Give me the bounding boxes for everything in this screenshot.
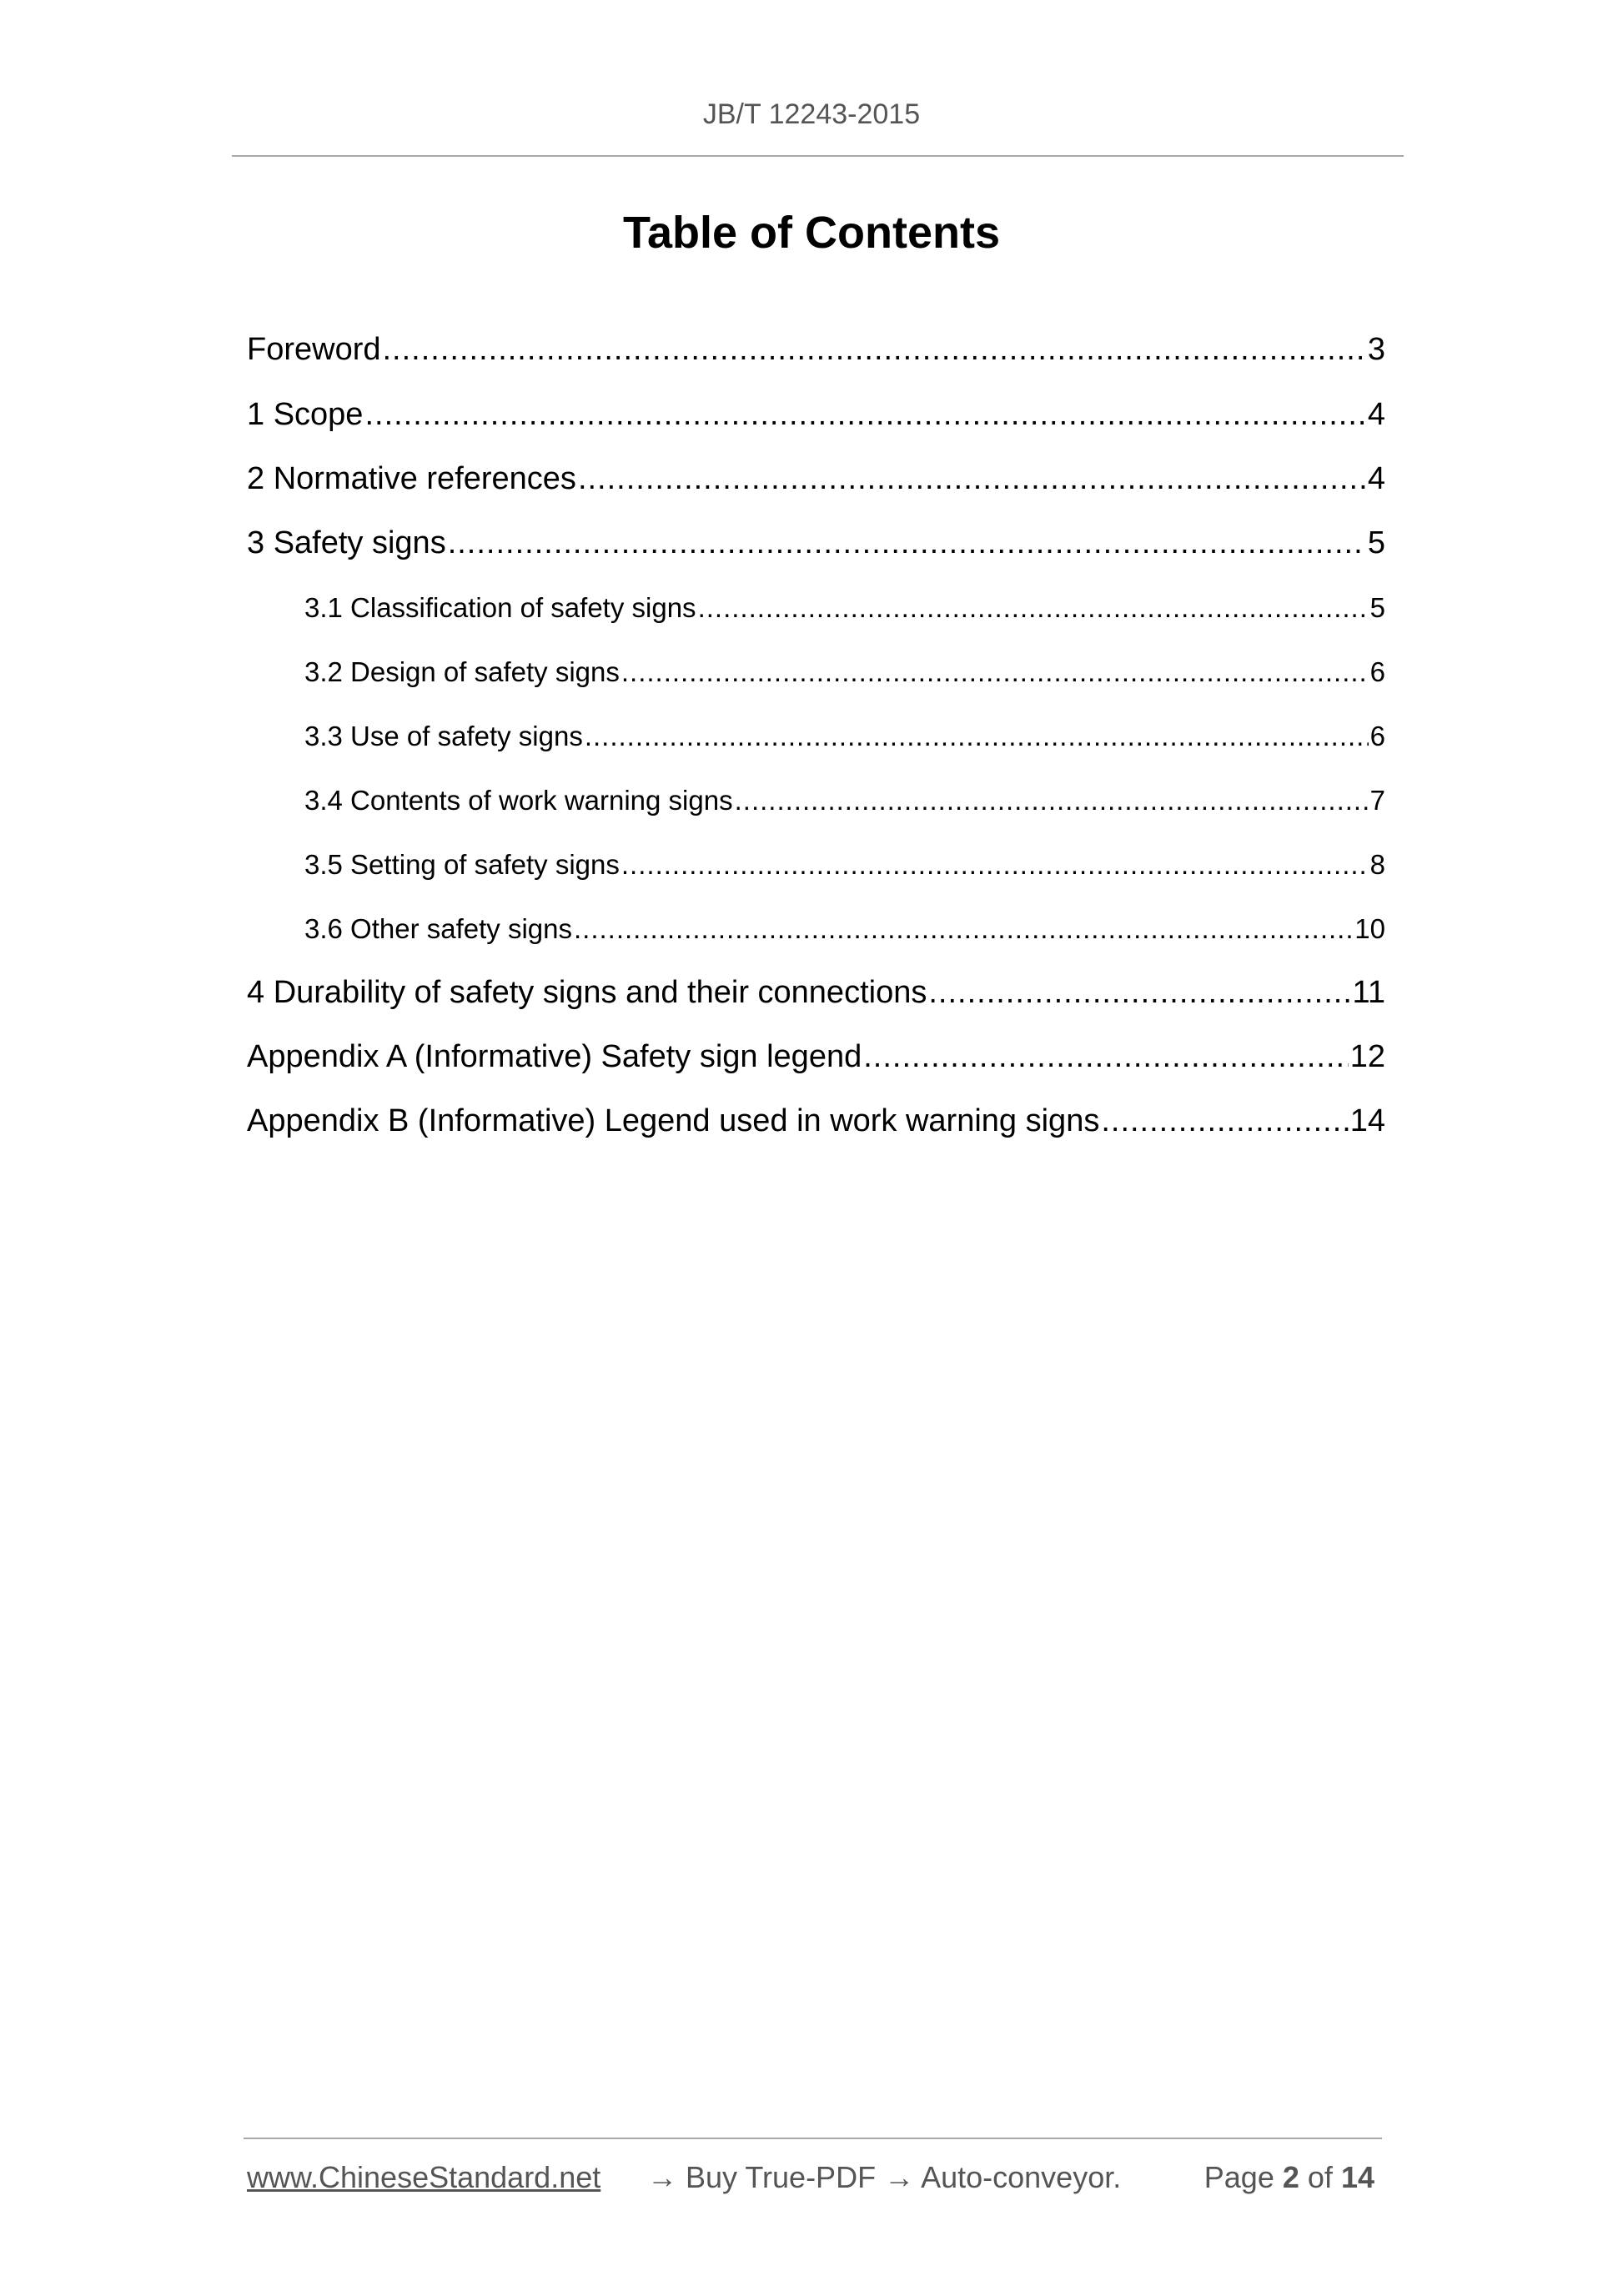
- toc-entry-3-1[interactable]: [304, 592, 1385, 624]
- toc-entry-title: 3 Safety signs: [247, 525, 446, 560]
- dot-leader: [928, 975, 1350, 1011]
- toc-entry-title: 1 Scope: [247, 397, 364, 432]
- dot-leader: [585, 721, 1369, 752]
- toc-entry-3-2[interactable]: [304, 656, 1385, 688]
- toc-entry-3-3[interactable]: [304, 721, 1385, 752]
- toc-entry-page: 5: [1367, 525, 1385, 560]
- toc-entry-appendix-a[interactable]: [247, 1039, 1385, 1075]
- dot-leader: [364, 397, 1365, 433]
- toc-entry-page: 8: [1369, 849, 1385, 880]
- page-label: Page: [1203, 2160, 1274, 2194]
- dot-leader: [698, 592, 1369, 624]
- page-number: [1204, 2160, 1374, 2195]
- dot-leader: [578, 461, 1366, 497]
- dot-leader: [1101, 1103, 1348, 1139]
- toc-entry-page: 11: [1352, 975, 1385, 1010]
- toc-entry-title: Appendix A (Informative) Safety sign legend: [247, 1039, 862, 1074]
- toc-entry-page: 3: [1367, 332, 1385, 367]
- dot-leader: [621, 656, 1369, 688]
- toc-entry-3-6[interactable]: [304, 913, 1385, 945]
- toc-entry-title: 3.2 Design of safety signs: [304, 656, 620, 687]
- dot-leader: [863, 1039, 1349, 1075]
- toc-entry-scope[interactable]: [247, 397, 1385, 433]
- toc-entry-3-4[interactable]: [304, 785, 1385, 816]
- toc-entry-title: 3.5 Setting of safety signs: [304, 849, 620, 880]
- dot-leader: [448, 525, 1366, 561]
- toc-entry-foreword[interactable]: [247, 332, 1385, 368]
- toc-entry-3-5[interactable]: [304, 849, 1385, 881]
- toc-entry-page: 6: [1369, 721, 1385, 751]
- dot-leader: [735, 785, 1369, 816]
- page-current: 2: [1282, 2160, 1299, 2194]
- toc-title: Table of Contents: [623, 208, 1000, 258]
- toc-entry-page: 4: [1367, 461, 1385, 496]
- dot-leader: [383, 332, 1366, 368]
- toc-entry-appendix-b[interactable]: [247, 1103, 1385, 1139]
- footer-nav-text: → Buy True-PDF → Auto-conveyor.: [647, 2160, 1122, 2194]
- toc-entry-normative-references[interactable]: [247, 461, 1385, 497]
- toc-entry-page: 5: [1369, 592, 1385, 623]
- toc-entry-title: 3.6 Other safety signs: [304, 913, 572, 944]
- website-link[interactable]: www.ChineseStandard.net: [247, 2160, 601, 2194]
- page-total: 14: [1340, 2160, 1374, 2194]
- toc-entry-page: 6: [1369, 656, 1385, 687]
- running-header: JB/T 12243-2015: [702, 98, 921, 130]
- toc-entry-page: 10: [1354, 913, 1385, 944]
- page-of-label: of: [1307, 2160, 1333, 2194]
- toc-entry-durability[interactable]: [247, 975, 1385, 1011]
- toc-entry-page: 7: [1369, 785, 1385, 816]
- toc-entry-page: 14: [1349, 1103, 1385, 1138]
- toc-entry-safety-signs[interactable]: [247, 525, 1385, 561]
- toc-entry-title: Appendix B (Informative) Legend used in work warning signs: [247, 1103, 1100, 1138]
- toc-entry-title: 3.1 Classification of safety signs: [304, 592, 696, 623]
- toc-entry-page: 12: [1349, 1039, 1385, 1074]
- toc-entry-title: 3.4 Contents of work warning signs: [304, 785, 733, 816]
- toc-entry-title: Foreword: [247, 332, 381, 367]
- toc-entry-title: 4 Durability of safety signs and their connections: [247, 975, 927, 1010]
- dot-leader: [621, 849, 1369, 881]
- toc-entry-page: 4: [1367, 397, 1385, 432]
- toc-entry-title: 3.3 Use of safety signs: [304, 721, 583, 751]
- toc-entry-title: 2 Normative references: [247, 461, 576, 496]
- dot-leader: [574, 913, 1353, 945]
- footer-divider: [244, 2138, 1382, 2139]
